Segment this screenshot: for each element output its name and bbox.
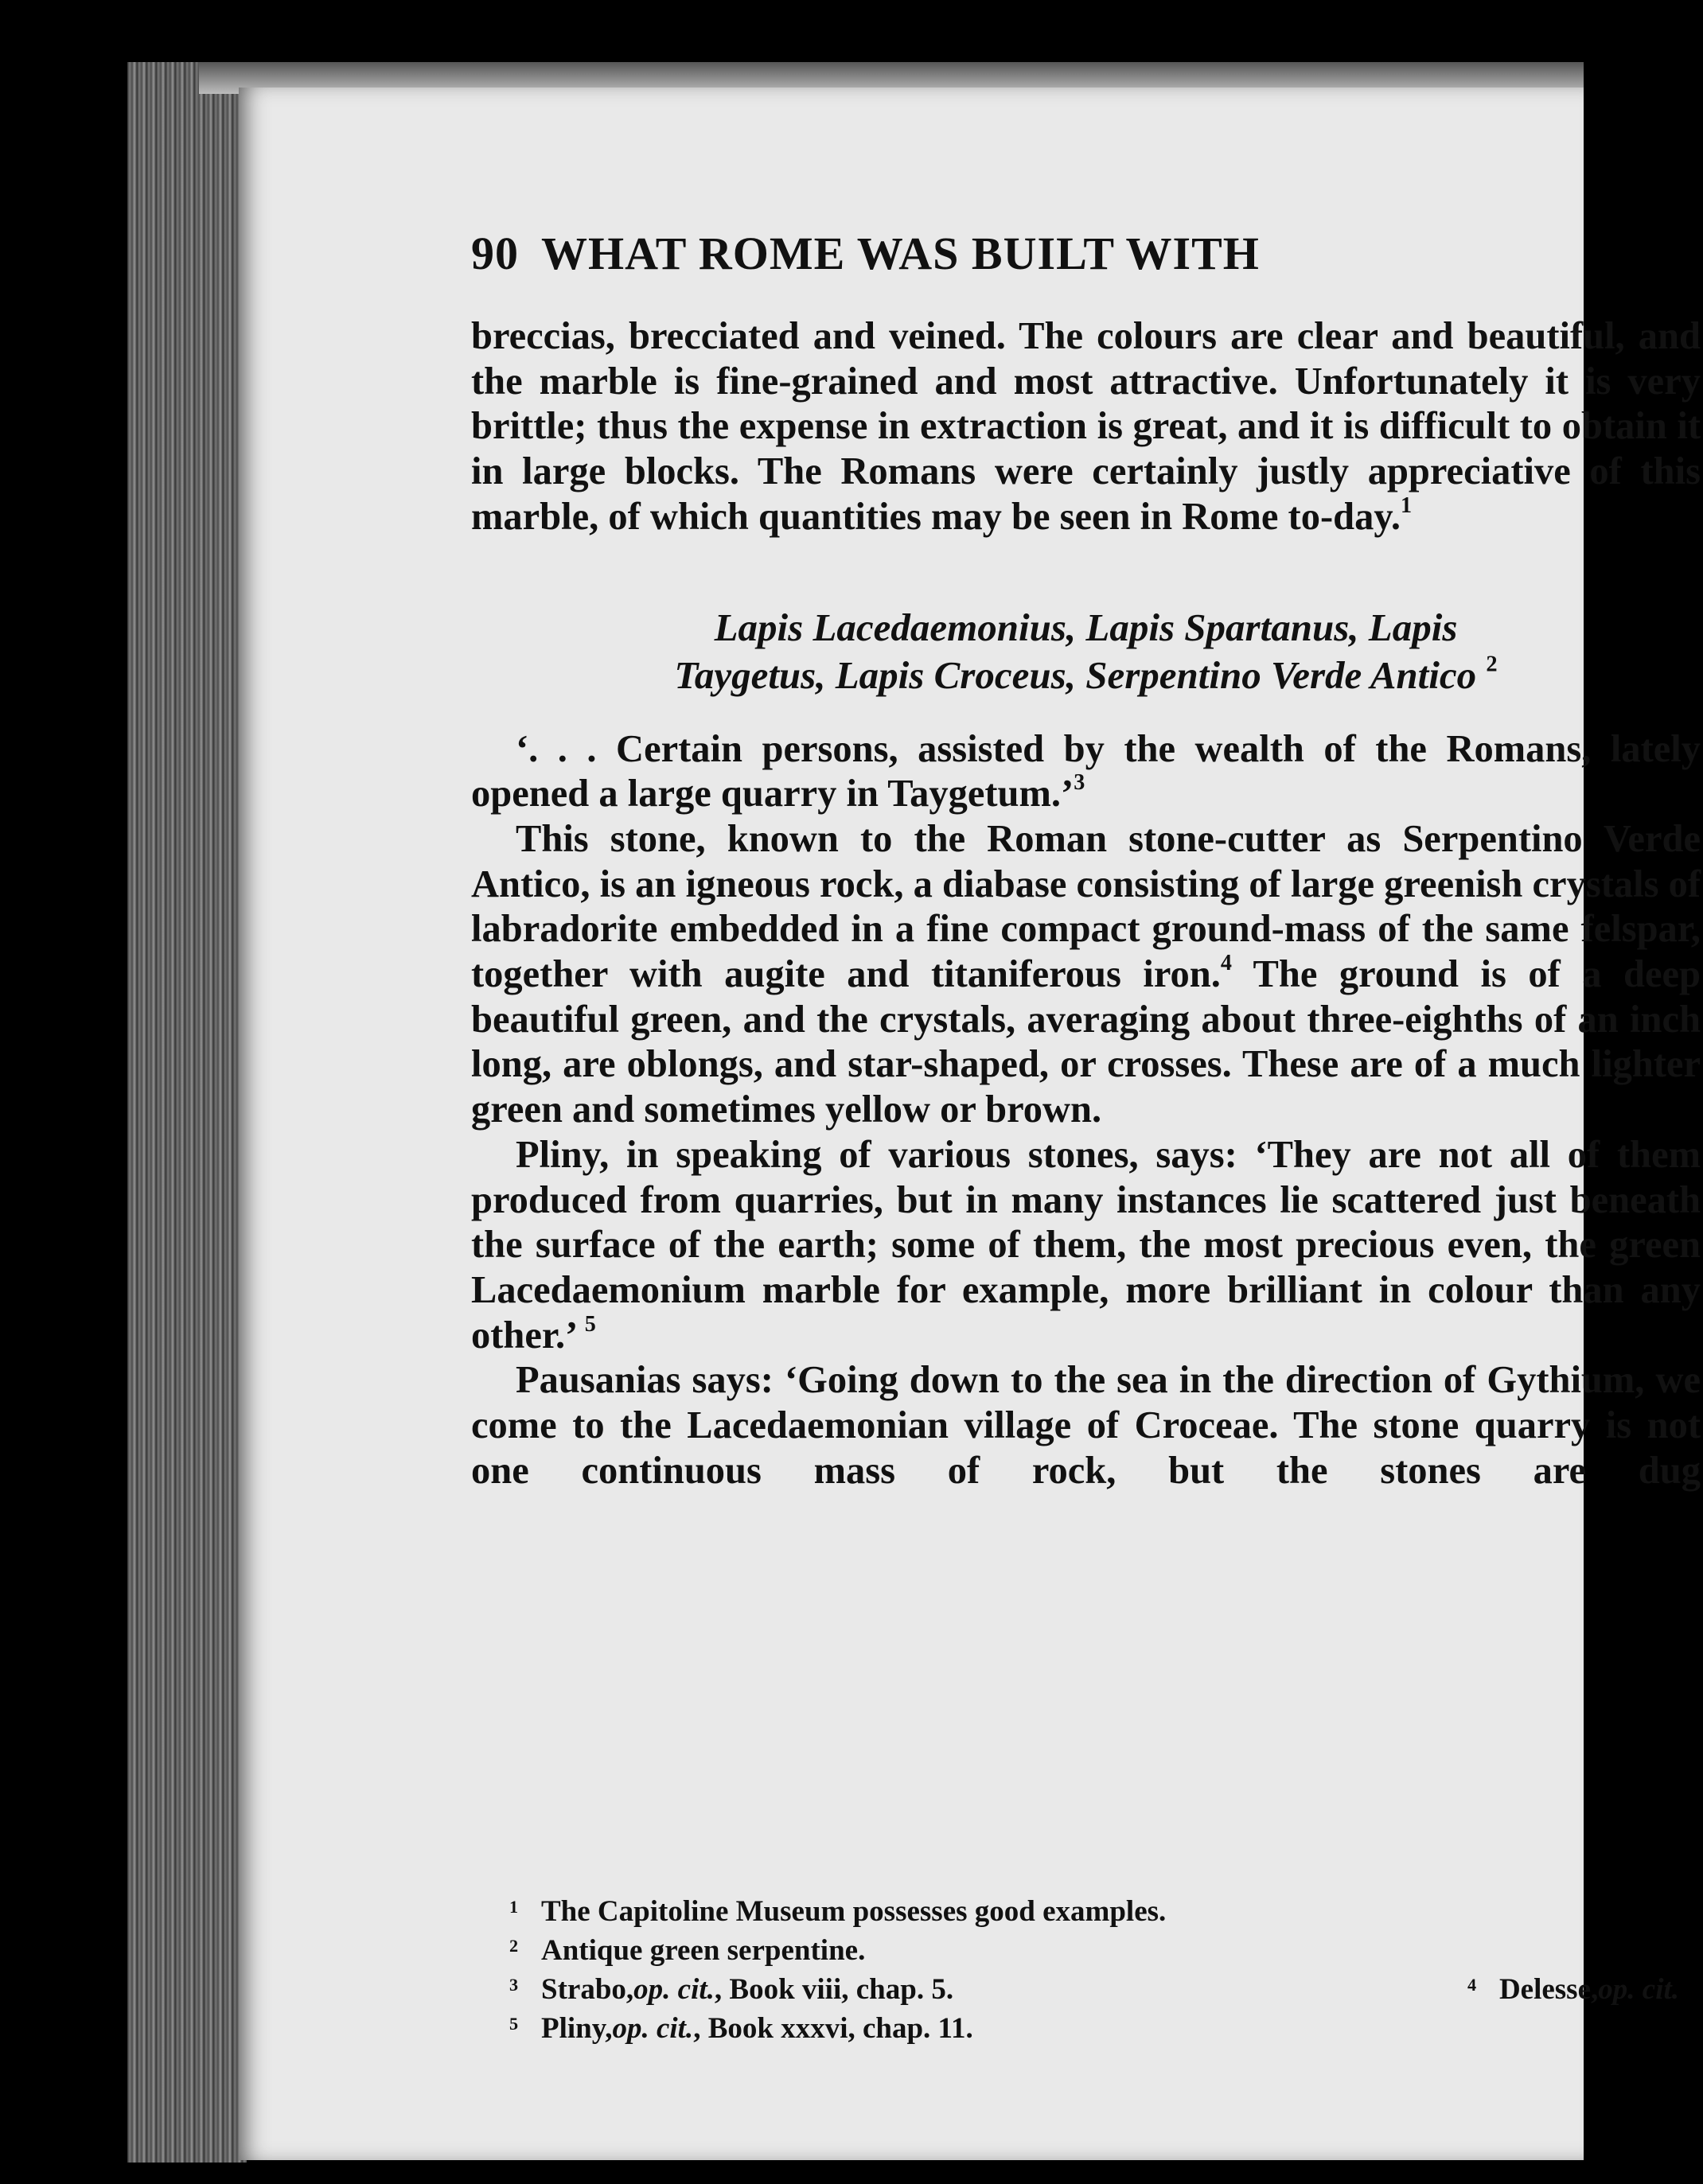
section-heading <box>471 604 1701 699</box>
footnote-text: , Book xxxvi, chap. 11. <box>693 2012 973 2045</box>
footnote <box>509 2011 1703 2050</box>
footnote-text: Delesse, <box>1498 1973 1599 2006</box>
body-text <box>471 314 1701 1493</box>
footnote-mark: 3 <box>509 1975 519 1995</box>
book-page <box>239 88 1701 2160</box>
page-number: 90 <box>471 228 519 279</box>
footnote-ref: 3 <box>1074 770 1085 796</box>
footnote-italic: op. cit. <box>612 2012 694 2045</box>
footnote-mark: 2 <box>509 1936 519 1956</box>
footnote <box>509 1894 1703 1933</box>
paragraph <box>471 817 1701 1133</box>
heading-line-1: Lapis Lacedaemonius, Lapis Spartanus, Lapis <box>714 605 1458 649</box>
footnote-mark: 4 <box>1467 1975 1477 1995</box>
running-head <box>471 227 1260 280</box>
paragraph-text: This stone, known to the Roman stone-cutter as Serpentino Verde Antico, is an igneous rock, a diabase consisting of large greenish crystals of labradorite embedded in a fine compact ground-mass of the same felspar, together with augite and titaniferous iron. <box>471 817 1701 996</box>
paragraph-continuation <box>471 314 1701 540</box>
paragraph-text: breccias, brecciated and veined. The colours are clear and beautiful, and the marble is fine-grained and most attractive. Unfortunately it is very brittle; thus the expense in extraction is great, and it is difficult to obtain it in large blocks. The Romans were certainly justly appreciative of this marble, of which quantities may be seen in Rome to-day. <box>471 315 1701 538</box>
paragraph <box>471 1358 1701 1493</box>
footnote-mark: 1 <box>509 1897 519 1917</box>
paragraph-text: Pausanias says: ‘Going down to the sea in the direction of Gythium, we come to the Lacedaemonian village of Croceae. The stone quarry is not one continuous mass of rock, but the stones are dug <box>471 1359 1701 1492</box>
footnotes <box>509 1894 1703 2050</box>
footnote-text: Pliny, <box>541 2012 613 2045</box>
book-fore-edge <box>127 62 247 2163</box>
footnote <box>509 1933 1703 1972</box>
footnote <box>1467 1972 1679 2011</box>
footnote-row <box>509 1972 1703 2011</box>
footnote-ref: 2 <box>1486 652 1498 677</box>
footnote-italic: op. cit. <box>1598 1973 1679 2006</box>
heading-line-2 <box>471 652 1701 699</box>
running-title: WHAT ROME WAS BUILT WITH <box>541 228 1260 279</box>
quote-text: ‘. . . Certain persons, assisted by the wealth of the Romans, lately opened a large quarry in Taygetum.’ <box>471 727 1701 816</box>
footnote-italic: op. cit. <box>633 1973 715 2006</box>
footnote-ref: 5 <box>584 1311 596 1337</box>
quote-paragraph <box>471 727 1701 817</box>
paragraph-text: Pliny, in speaking of various stones, says: ‘They are not all of them produced from quarries, but in many instances lie scattered just beneath the surface of the earth; some of them, the most precious even, the green Lacedaemonium marble for example, more brilliant in colour than any other.’ <box>471 1133 1701 1357</box>
paragraph-text: The ground is of a deep beautiful green, and the crystals, averaging about three-eighths of an inch long, are oblongs, and star-shaped, or crosses. These are of a much lighter green and sometimes yellow or brown. <box>471 953 1701 1131</box>
footnote-ref: 4 <box>1220 950 1232 975</box>
footnote-mark: 5 <box>509 2014 519 2034</box>
footnote-text: Antique green serpentine. <box>541 1934 866 1967</box>
footnote-text: , Book viii, chap. 5. <box>714 1973 954 2006</box>
footnote-text: The Capitoline Museum possesses good examples. <box>541 1895 1167 1928</box>
heading-line-2-text: Taygetus, Lapis Croceus, Serpentino Verde Antico <box>674 652 1477 697</box>
footnote-text: Strabo, <box>541 1973 634 2006</box>
footnote-ref: 1 <box>1401 492 1413 518</box>
footnote <box>509 1972 953 2011</box>
paragraph <box>471 1133 1701 1359</box>
